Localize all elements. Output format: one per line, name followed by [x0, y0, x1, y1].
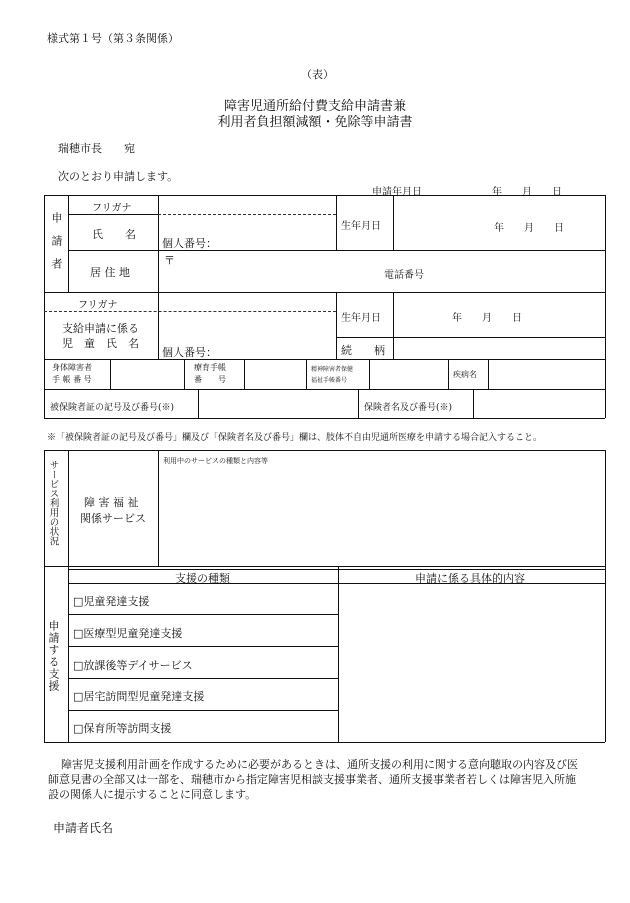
form-number: 様式第１号（第３条関係）: [47, 32, 179, 45]
table-border: [244, 359, 245, 389]
table-border: [393, 195, 394, 250]
signature-label: 申請者氏名: [53, 821, 114, 835]
table-border: [44, 450, 605, 451]
applicant-phone-label: 電話番号: [384, 270, 424, 281]
support-type-header: 支援の種類: [175, 572, 230, 585]
support-side-label: 申請する支援: [47, 620, 60, 692]
table-border: [158, 450, 159, 566]
table-border: [473, 389, 474, 418]
table-border: [393, 292, 394, 359]
insurance-note: ※「被保険者証の記号及び番号」欄及び「保険者名及び番号」欄は、肢体不自由児通所医療を申請する場合記入すること。: [47, 433, 543, 443]
table-border: [68, 250, 605, 251]
ryoiku-cert-label-line1: 療育手帳: [194, 363, 226, 372]
table-border: [336, 292, 337, 359]
page-side-label: （表）: [301, 68, 334, 81]
table-border: [488, 359, 489, 389]
support-detail-header: 申請に係る具体的内容: [415, 572, 525, 585]
apply-date-label: 申請年月日: [372, 187, 422, 198]
applicant-birth-field[interactable]: 年 月 日: [494, 223, 564, 234]
support-option-checkbox[interactable]: □医療型児童発達支援: [73, 627, 183, 640]
table-border: [68, 614, 338, 615]
table-border: [44, 195, 45, 418]
table-border: [198, 389, 199, 418]
table-border: [158, 195, 159, 359]
table-border: [68, 450, 69, 742]
table-border: [44, 450, 45, 742]
table-border: [44, 311, 336, 312]
child-furigana-label: フリガナ: [78, 300, 118, 311]
disease-label: 疾病名: [453, 370, 477, 379]
form-title-line1: 障害児通所給付費支給申請書兼: [223, 99, 406, 114]
support-option-checkbox[interactable]: □児童発達支援: [73, 595, 150, 608]
table-border: [68, 214, 158, 215]
consent-text-line3: 設の関係人に提示することに同意します。: [48, 788, 257, 801]
table-border: [158, 214, 336, 215]
table-border: [110, 359, 111, 389]
mental-cert-label-line1: 精神障害者保健: [311, 366, 354, 373]
table-border: [44, 359, 605, 360]
table-border: [44, 389, 605, 390]
applicant-personal-number-label: 個人番号：: [162, 237, 217, 250]
insurer-label: 保険者名及び番号(※): [364, 403, 453, 413]
table-border: [44, 418, 605, 419]
child-name-label-line2: 児 童 氏 名: [62, 337, 139, 350]
service-category-line1: 障 害 福 祉: [84, 496, 139, 509]
postal-mark: 〒: [164, 254, 175, 267]
service-category-line2: 関係サービス: [80, 512, 146, 525]
table-border: [44, 292, 605, 293]
mental-cert-label-line2: 福祉手帳番号: [311, 377, 348, 384]
table-border: [448, 359, 449, 389]
table-border: [338, 566, 339, 742]
applicant-birth-label: 生年月日: [341, 221, 381, 232]
support-option-checkbox[interactable]: □保育所等訪問支援: [73, 722, 172, 735]
table-border: [605, 195, 606, 418]
child-relation-label: 続 柄: [341, 344, 385, 357]
service-side-label: サービス利用の状況: [47, 460, 59, 546]
table-border: [369, 359, 370, 389]
table-border: [358, 389, 359, 418]
table-border: [68, 678, 338, 679]
support-option-checkbox[interactable]: □放課後等デイサービス: [73, 659, 193, 672]
insured-number-label: 被保険者証の記号及び番号(※): [50, 403, 175, 413]
table-border: [306, 359, 307, 389]
child-birth-field[interactable]: 年 月 日: [452, 313, 522, 324]
table-border: [184, 359, 185, 389]
ryoiku-cert-label-line2: 番 号: [194, 375, 226, 384]
table-border: [44, 195, 605, 196]
child-name-label-line1: 支給申請に係る: [62, 322, 139, 335]
table-border: [336, 337, 605, 338]
apply-date-field[interactable]: 年 月 日: [492, 187, 562, 198]
form-title-line2: 利用者負担額減額・免除等申請書: [217, 115, 413, 130]
table-border: [44, 742, 605, 743]
applicant-furigana-label: フリガナ: [92, 203, 132, 214]
table-border: [68, 646, 338, 647]
support-option-checkbox[interactable]: □居宅訪問型児童発達支援: [73, 690, 205, 703]
consent-text-line1: 障害児支援利用計画を作成するために必要があるときは、通所支援の利用に関する意向聴取の内容及び医: [61, 758, 578, 771]
table-border: [44, 566, 605, 567]
table-border: [68, 195, 69, 292]
applicant-side-label: 申請者: [50, 212, 63, 281]
applicant-name-label: 氏 名: [92, 228, 136, 241]
child-personal-number-label: 個人番号：: [162, 346, 217, 359]
applicant-address-label: 居 住 地: [90, 266, 130, 279]
service-content-hint: 利用中のサービスの種類と内容等: [163, 457, 268, 465]
table-border: [336, 195, 337, 250]
table-border: [68, 710, 338, 711]
physical-cert-label-line2: 手 帳 番 号: [52, 375, 92, 384]
intro-text: 次のとおり申請します。: [58, 170, 179, 183]
consent-text-line2: 師意見書の全部又は一部を、瑞穂市から指定障害児相談支援事業者、通所支援事業者若しくは障害児入所施: [48, 773, 576, 786]
addressee: 瑞穂市長 宛: [58, 142, 135, 155]
child-birth-label: 生年月日: [341, 313, 381, 324]
physical-cert-label-line1: 身体障害者: [52, 363, 92, 372]
table-border: [605, 450, 606, 742]
